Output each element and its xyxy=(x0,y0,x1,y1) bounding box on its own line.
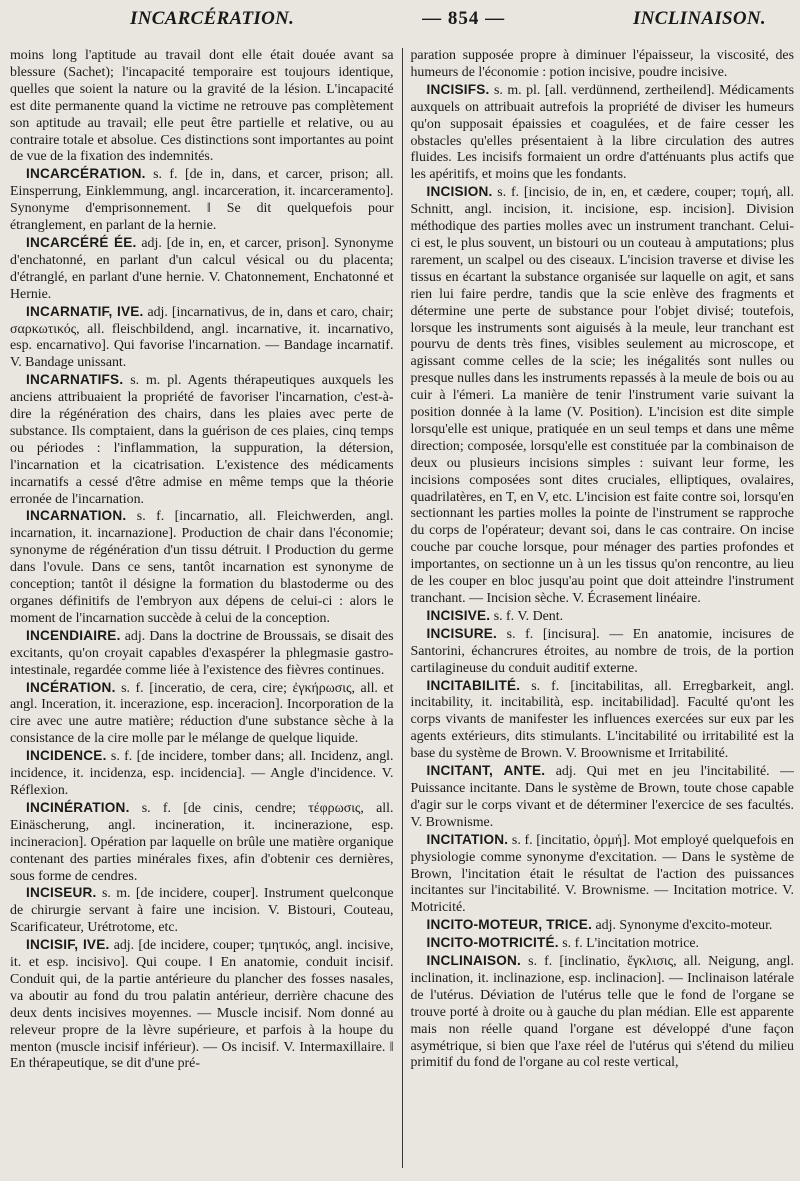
entry xyxy=(10,508,394,627)
entry-headword: INCISURE. xyxy=(426,625,498,641)
entry-text: adj. [de incidere, couper; τμητικός, angl. incisive, it. et esp. incisivo]. Qui coupe. ‖ En anatomie, conduit incisif. Conduit qui, de la partie antérieure du plancher des fosses nasales, va aboutir au fond du trou palatin antérieur, derrière chacune des deux dents incisives moyennes. — Muscle incisif. Nom donné au releveur propre de la lèvre supérieure, et parfois à la houpe du menton (muscle incisif inférieur). — Os incisif. V. Intermaxillaire. ‖ En thérapeutique, se dit d'une pré- xyxy=(10,938,394,1072)
entry-headword: INCARNATIF, IVE. xyxy=(26,303,144,319)
entry-headword: INCENDIAIRE. xyxy=(26,627,121,643)
entry-text: s. m. pl. Agents thérapeutiques auxquels les anciens attribuaient la propriété de favoriser l'incarnation, c'est-à-dire la régénération des chairs, dans les plaies avec perte de substance. Ils comptaient, dans la guérison de ces plaies, cinq temps ou périodes : l'inflammation, la suppuration, la détersion, l'incarnation et la cicatrisation. L'existence des médicaments incarnatifs a cessé d'être admise en même temps que la théorie erronée de l'incarnation. xyxy=(10,373,394,507)
entry-headword: INCARNATIFS. xyxy=(26,372,124,388)
entry-text: moins long l'aptitude au travail dont elle était douée avant sa blessure (Sachet); l'incapacité temporaire est toujours identique, quelles que soient la nature ou la gravité de la lésion. L'incapacité est dite permanente quand la victime ne retrouve pas complètement son aptitude au travail; elle peut être partielle et relative, ou au contraire totale et absolue. Ces distinctions sont importantes au point de vue de la fixation des indemnités. xyxy=(10,48,394,165)
entry xyxy=(410,82,794,184)
entry xyxy=(410,678,794,764)
entry-text: s. f. [de in, dans, et carcer, prison; all. Einsperrung, Einklemmung, angl. incarceration, it. incarceramento]. Synonyme d'emprisonnement. ‖ Se dit quelquefois pour étranglement, en parlant de la hernie. xyxy=(10,167,394,234)
entry xyxy=(10,235,394,304)
entry xyxy=(10,748,394,800)
entry xyxy=(10,372,394,508)
entry-text: s. f. [de cinis, cendre; τέφρωσις, all. Einäscherung, angl. incineration, it. incinerazione, esp. incineracion]. Opération par laquelle on brûle une matière organique contenant des parties minérales fixes, afin d'obtenir ces dernières, sous forme de cendres. xyxy=(10,800,394,884)
entry-text: s. m. pl. [all. verdünnend, zertheilend]. Médicaments auxquels on attribuait autrefois la propriété de diviser les humeurs qu'on supposait épaissies et coagulées, et de faire cesser les obstacles qu'elles présentaient à la libre circulation des autres fluides. Les incisifs formaient un ordre d'atténuants plus actifs que les apéritifs, et moins que les fondants. xyxy=(410,82,794,183)
entry xyxy=(410,763,794,832)
header-left-term: INCARCÉRATION. xyxy=(130,8,295,29)
entry-headword: INCITANT, ANTE. xyxy=(426,763,546,779)
entry-headword: INCLINAISON. xyxy=(426,953,522,969)
entry-text: paration supposée propre à diminuer l'épaisseur, la viscosité, des humeurs de l'économie : potion incisive, poudre incisive. xyxy=(410,48,794,80)
right-column xyxy=(404,48,794,1168)
entry-text: s. f. [incisio, de in, en, et cædere, couper; τομή, all. Schnitt, angl. incision, it. incisione, esp. incision]. Division méthodique des parties molles avec un instrument tranchant. Celui-ci est, le plus souvent, un bistouri ou un couteau à amputations; plus rarement, un scalpel ou des ciseaux. L'incision traverse et divise les tissus en écartant la substance organisée sur laquelle on agit, et sans rien lui faire perdre, tandis que la scie enlève des fragments et détermine une perte de substance pour l'objet divisé; toutefois, lorsque les instruments sont aiguisés à la meule, leur tranchant est pourvu de dents très fines, visibles seulement au microscope, et agissant comme celles de la scie; les inégalités sont nulles ou presque nulles dans les instruments repassés à la meule de bois ou au cuir à l'émeri. La manière de tenir l'instrument varie suivant la position donnée à la lame (V. Position). L'incision est dite simple lorsqu'elle est unique, pratiquée en un seul temps et dans une même direction; composée, lorsqu'elle est constituée par la combinaison de deux ou plusieurs incisions simples : suivant leur forme, les incisions composées sont dites cruciales, elliptiques, ovalaires, quadrilatères, en T, en V, etc. L'incision est faite contre soi, lorsqu'en sectionnant les parties molles la pointe de l'instrument se rapproche du corps de l'opérateur; devant soi, dans le cas contraire. On incise couche par couche lorsque, pour ménager des parties profondes et importantes, on sectionne un à un les tissus qu'on rencontre, au lieu de les couper en bloc jusqu'au point que doit atteindre l'instrument tranchant. — Incision sèche. V. Écrasement linéaire. xyxy=(410,185,794,606)
entry-text: adj. [de in, en, et carcer, prison]. Synonyme d'enchatonné, en parlant d'un calcul vésical ou du placenta; d'étranglé, en parlant d'une hernie. V. Chatonnement, Enchatonné et Hernie. xyxy=(10,235,394,302)
entry xyxy=(10,680,394,749)
entry-text: s. f. V. Dent. xyxy=(490,608,564,624)
entry-text: adj. Qui met en jeu l'incitabilité. — Puissance incitante. Dans le système de Brown, toute chose capable d'agir sur le corps vivant et de déterminer l'exercice de ses facultés. V. Brownisme. xyxy=(410,764,794,830)
entry xyxy=(410,184,794,608)
page-number: — 854 — xyxy=(422,8,506,29)
entry xyxy=(10,48,394,166)
entry-headword: INCITABILITÉ. xyxy=(426,677,521,693)
entry-headword: INCITO-MOTRICITÉ. xyxy=(426,935,559,951)
entry-headword: INCARCÉRÉ ÉE. xyxy=(26,234,137,250)
header-right-term: INCLINAISON. xyxy=(633,8,766,29)
entry xyxy=(10,304,394,373)
entry-text: s. f. [incitabilitas, all. Erregbarkeit, angl. incitability, it. incitabilità, esp. incitabilidad]. Faculté qu'ont les corps vivants de manifester les influences exercées sur eux par les agents extérieurs, dits stimulants. L'incitabilité ou irritabilité est la base du système de Brown. V. Broownisme et Irritabilité. xyxy=(410,678,794,762)
entry-text: s. f. [de incidere, tomber dans; all. Incidenz, angl. incidence, it. incidenza, esp. incidencia]. — Angle d'incidence. V. Réflexion. xyxy=(10,749,394,798)
entry-text: s. f. [incitatio, ὁρμή]. Mot employé quelquefois en physiologie comme synonyme d'excitation. — Dans le système de Brown, l'incitation était le résultat de l'action des puissances incitantes sur l'incitabilité. V. Brownisme. — Incitation motrice. V. Motricité. xyxy=(410,832,794,916)
running-header xyxy=(10,8,794,48)
entry xyxy=(10,800,394,886)
entry xyxy=(410,48,794,82)
entry-text: adj. Synonyme d'excito-moteur. xyxy=(592,918,773,934)
entry-text: s. m. [de incidere, couper]. Instrument quelconque de chirurgie servant à faire une incision. V. Bistouri, Couteau, Scarificateur, Urétrotome, etc. xyxy=(10,886,394,936)
entry-text: s. f. [incarnatio, all. Fleichwerden, angl. incarnation, it. incarnazione]. Production de chair dans l'économie; synonyme de régénération d'un tissu détruit. ‖ Production du germe dans l'ovule. Dans ce sens, tantôt incarnation est synonyme de conception; tantôt il désigne la formation du blastoderme ou des organes définitifs de l'embryon aux dépens de celui-ci : alors le moment de l'incarnation succède à celui de la conception. xyxy=(10,509,394,626)
entry-headword: INCINÉRATION. xyxy=(26,799,130,815)
column-divider xyxy=(402,48,403,1168)
entry xyxy=(410,953,794,1072)
entry-text: s. f. [inceratio, de cera, cire; ἐγκήρωσις, all. et angl. Inceration, it. incerazione, esp. inceracion]. Incorporation de la cire avec une autre matière; réduction d'une substance sèche à la consistance de la cire molle par le mélange de quelque liquide. xyxy=(10,680,394,747)
entry xyxy=(10,166,394,235)
entry-headword: INCÉRATION. xyxy=(26,679,116,695)
entry-headword: INCISIVE. xyxy=(426,607,491,623)
entry-headword: INCARCÉRATION. xyxy=(26,166,146,182)
entry xyxy=(10,937,394,1073)
entry-text: s. f. [inclinatio, ἔγκλισις, all. Neigung, angl. inclination, it. inclinazione, esp. inclinacion]. — Inclinaison latérale de l'utérus. Déviation de l'utérus telle que le fond de l'organe se trouve porté à droite ou à gauche du plan médian. Elle est apparente mais non réelle quand l'organe est développé d'une façon asymétrique, si bien que l'axe réel de l'utérus qui s'étend du milieu primitif du fond de l'organe au col reste vertical, xyxy=(410,954,794,1071)
entry xyxy=(410,608,794,626)
entry-headword: INCIDENCE. xyxy=(26,748,107,764)
entry-text: adj. Dans la doctrine de Broussais, se disait des excitants, qu'on croyait capables d'exaspérer la phlegmasie gastro-intestinale, regardée comme liée à l'existence des fièvres continues. xyxy=(10,628,394,678)
entry-headword: INCISIFS. xyxy=(426,81,490,97)
entry xyxy=(410,917,794,935)
entry-headword: INCISEUR. xyxy=(26,885,97,901)
entry-headword: INCARNATION. xyxy=(26,508,127,524)
entry xyxy=(410,832,794,918)
entry-headword: INCISION. xyxy=(426,184,493,200)
entry-headword: INCITO-MOTEUR, TRICE. xyxy=(426,917,593,933)
entry-text: adj. [incarnativus, de in, dans et caro, chair; σαρκωτικός, all. fleischbildend, angl. incarnative, it. incarnativo, esp. encarnativo]. Qui favorise l'incarnation. — Bandage incarnatif. V. Bandage unissant. xyxy=(10,304,394,371)
entry-text: s. f. [incisura]. — En anatomie, incisures de Santorini, échancrures étroites, au nombre de trois, de la portion cartilagineuse du conduit auditif externe. xyxy=(410,626,794,676)
entry xyxy=(10,628,394,680)
entry xyxy=(10,885,394,937)
two-column-body xyxy=(10,48,794,1168)
entry-headword: INCITATION. xyxy=(426,831,509,847)
entry-text: s. f. L'incitation motrice. xyxy=(558,936,699,952)
entry-headword: INCISIF, IVE. xyxy=(26,937,110,953)
entry xyxy=(410,935,794,953)
left-column xyxy=(10,48,400,1168)
entry xyxy=(410,626,794,678)
